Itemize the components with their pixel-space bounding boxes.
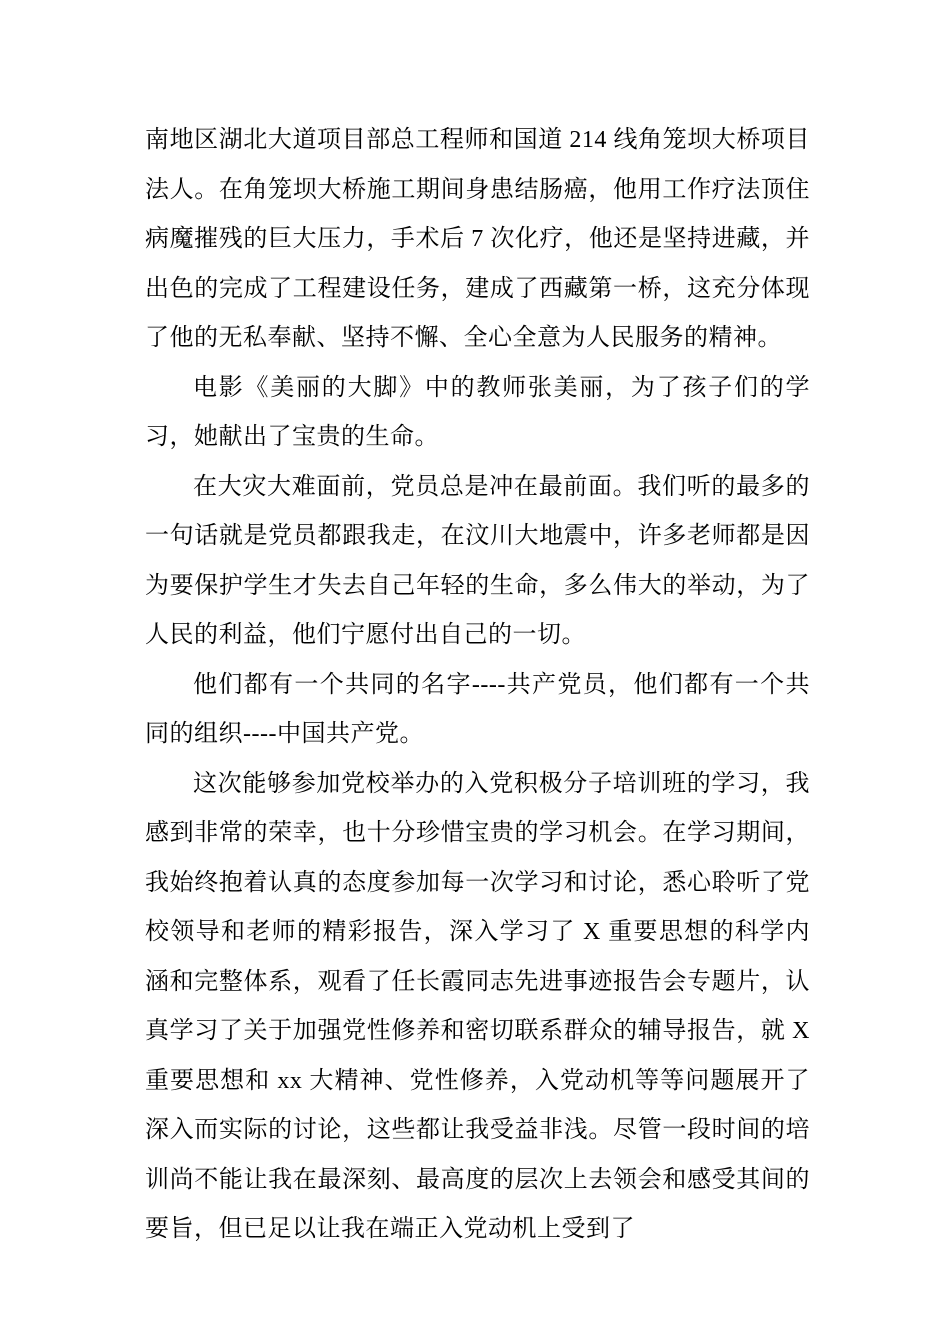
paragraph-2: 电影《美丽的大脚》中的教师张美丽，为了孩子们的学习，她献出了宝贵的生命。 <box>145 374 810 450</box>
paragraph-4: 他们都有一个共同的名字----共产党员，他们都有一个共同的组织----中国共产党。 <box>145 671 810 747</box>
paragraph-5: 这次能够参加党校举办的入党积极分子培训班的学习，我感到非常的荣幸，也十分珍惜宝贵的学习机会。在学习期间，我始终抱着认真的态度参加每一次学习和讨论，悉心聆听了党校领导和老师的精彩报告，深入学习了 X 重要思想的科学内涵和完整体系，观看了任长霞同志先进事迹报告会专题片，认真学习了关于加强党性修养和密切联系群众的辅导报告，就 X 重要思想和 xx 大精神、党性修养，入党动机等等问题展开了深入而实际的讨论，这些都让我受益非浅。尽管一段时间的培训尚不能让我在最深刻、最高度的层次上去领会和感受其间的要旨，但已足以让我在端正入党动机上受到了 <box>145 770 810 1242</box>
document-body <box>145 116 810 1255</box>
paragraph-3: 在大灾大难面前，党员总是冲在最前面。我们听的最多的一句话就是党员都跟我走，在汶川大地震中，许多老师都是因为要保护学生才失去自己年轻的生命，多么伟大的举动，为了人民的利益，他们宁愿付出自己的一切。 <box>145 473 810 648</box>
paragraph-1: 南地区湖北大道项目部总工程师和国道 214 线角笼坝大桥项目法人。在角笼坝大桥施工期间身患结肠癌，他用工作疗法顶住病魔摧残的巨大压力，手术后 7 次化疗，他还是坚持进藏，并出色的完成了工程建设任务，建成了西藏第一桥，这充分体现了他的无私奉献、坚持不懈、全心全意为人民服务的精神。 <box>145 127 810 351</box>
